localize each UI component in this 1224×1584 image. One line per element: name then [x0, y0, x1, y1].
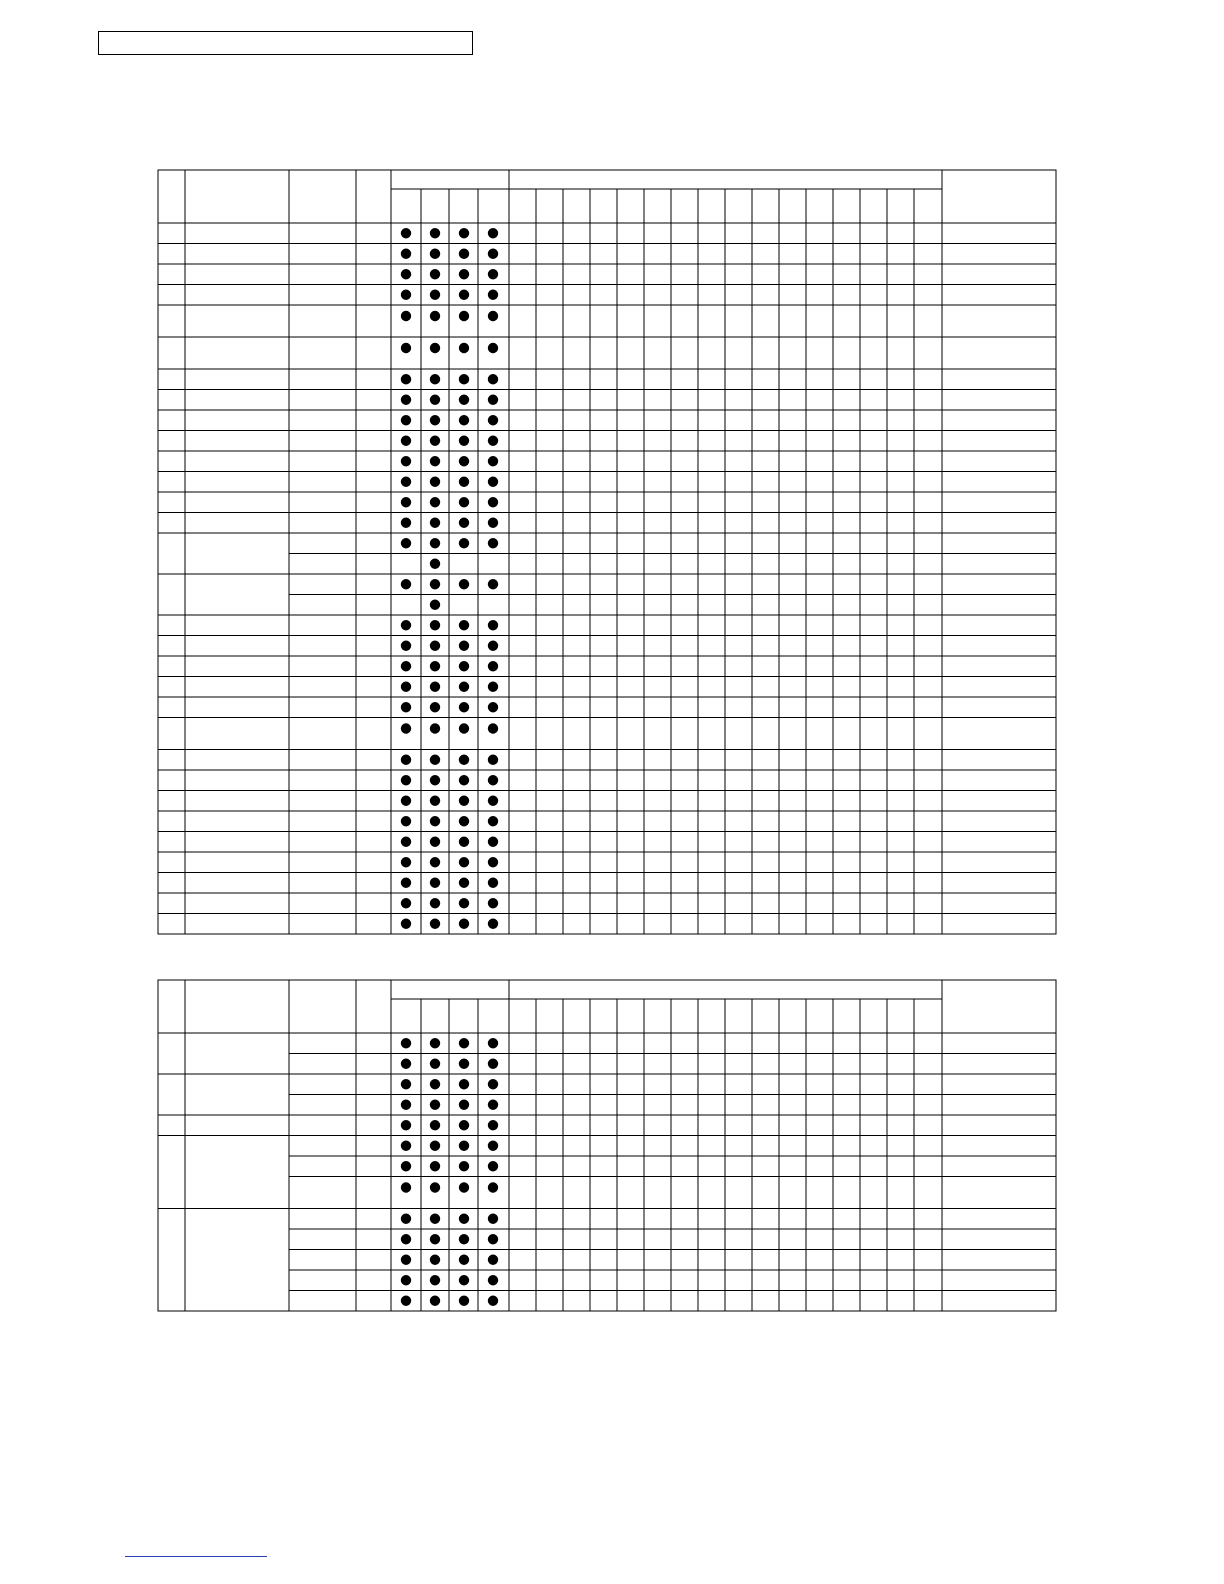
compatibility-dot: [401, 775, 411, 785]
compatibility-dot: [401, 1161, 411, 1171]
compatibility-dot: [459, 857, 469, 867]
footer-link-underline[interactable]: [125, 1556, 267, 1557]
compatibility-dot: [401, 641, 411, 651]
compatibility-dot: [430, 1234, 440, 1244]
compatibility-dot: [430, 702, 440, 712]
compatibility-dot: [430, 311, 440, 321]
compatibility-dot: [401, 1141, 411, 1151]
compatibility-dot: [430, 1141, 440, 1151]
compatibility-dot: [401, 857, 411, 867]
compatibility-dot: [430, 600, 440, 610]
compatibility-dot: [459, 436, 469, 446]
compatibility-dot: [488, 1141, 498, 1151]
compatibility-dot: [401, 343, 411, 353]
compatibility-dot: [430, 1182, 440, 1192]
compatibility-dot: [459, 1214, 469, 1224]
compatibility-dot: [488, 249, 498, 259]
compatibility-dot: [488, 898, 498, 908]
compatibility-dot: [401, 878, 411, 888]
compatibility-dot: [401, 1275, 411, 1285]
compatibility-dot: [430, 898, 440, 908]
compatibility-dot: [401, 702, 411, 712]
compatibility-dot: [401, 1100, 411, 1110]
compatibility-dot: [430, 374, 440, 384]
compatibility-dot: [401, 497, 411, 507]
compatibility-dot: [401, 269, 411, 279]
compatibility-dot: [430, 269, 440, 279]
compatibility-dot: [430, 682, 440, 692]
compatibility-dot: [488, 1275, 498, 1285]
compatibility-dot: [459, 1079, 469, 1089]
compatibility-dot: [488, 374, 498, 384]
compatibility-dot: [430, 497, 440, 507]
compatibility-dot: [430, 559, 440, 569]
compatibility-dot: [430, 538, 440, 548]
compatibility-dot: [430, 456, 440, 466]
compatibility-dot: [430, 228, 440, 238]
compatibility-dot: [401, 816, 411, 826]
compatibility-dot: [488, 796, 498, 806]
compatibility-dot: [488, 395, 498, 405]
compatibility-dot: [459, 518, 469, 528]
compatibility-dot: [459, 497, 469, 507]
compatibility-dot: [488, 497, 498, 507]
compatibility-dot: [401, 919, 411, 929]
compatibility-dot: [401, 290, 411, 300]
compatibility-dot: [401, 620, 411, 630]
compatibility-dot: [488, 775, 498, 785]
compatibility-dot: [459, 755, 469, 765]
compatibility-dot: [459, 816, 469, 826]
compatibility-dot: [430, 1255, 440, 1265]
compatibility-dot: [459, 1161, 469, 1171]
compatibility-dot: [459, 249, 469, 259]
table-row: [430, 559, 440, 569]
compatibility-dot: [401, 395, 411, 405]
compatibility-dot: [430, 755, 440, 765]
compatibility-dot: [430, 436, 440, 446]
compatibility-dot: [401, 723, 411, 733]
compatibility-dot: [488, 1161, 498, 1171]
compatibility-dot: [459, 878, 469, 888]
compatibility-dot: [430, 1161, 440, 1171]
compatibility-dot: [459, 374, 469, 384]
compatibility-dot: [430, 518, 440, 528]
compatibility-dot: [430, 857, 440, 867]
compatibility-dot: [430, 1275, 440, 1285]
compatibility-dot: [430, 579, 440, 589]
compatibility-dot: [459, 579, 469, 589]
compatibility-dot: [459, 343, 469, 353]
compatibility-dot: [459, 269, 469, 279]
compatibility-dot: [401, 1120, 411, 1130]
compatibility-dot: [459, 641, 469, 651]
compatibility-dot: [430, 878, 440, 888]
compatibility-dot: [401, 796, 411, 806]
compatibility-dot: [430, 249, 440, 259]
compatibility-dot: [459, 290, 469, 300]
compatibility-dot: [488, 682, 498, 692]
compatibility-dot: [401, 1296, 411, 1306]
compatibility-dot: [488, 518, 498, 528]
compatibility-dot: [459, 1275, 469, 1285]
compatibility-dot: [459, 1038, 469, 1048]
compatibility-dot: [430, 723, 440, 733]
compatibility-dot: [459, 538, 469, 548]
compatibility-dot: [430, 1079, 440, 1089]
compatibility-dot: [401, 538, 411, 548]
compatibility-dot: [459, 1100, 469, 1110]
compatibility-dot: [488, 723, 498, 733]
compatibility-dot: [459, 1141, 469, 1151]
table-row: [430, 600, 440, 610]
compatibility-dot: [459, 1120, 469, 1130]
compatibility-dot: [488, 436, 498, 446]
compatibility-dot: [401, 1214, 411, 1224]
compatibility-dot: [401, 415, 411, 425]
compatibility-dot: [430, 477, 440, 487]
compatibility-dot: [488, 477, 498, 487]
compatibility-dot: [488, 837, 498, 847]
compatibility-dot: [401, 1255, 411, 1265]
compatibility-dot: [488, 456, 498, 466]
compatibility-dot: [401, 837, 411, 847]
compatibility-dot: [401, 682, 411, 692]
compatibility-dot: [488, 290, 498, 300]
compatibility-dot: [401, 661, 411, 671]
compatibility-dot: [459, 1255, 469, 1265]
compatibility-dot: [430, 796, 440, 806]
compatibility-dot: [459, 477, 469, 487]
compatibility-dot: [401, 579, 411, 589]
compatibility-dot: [459, 395, 469, 405]
compatibility-dot: [488, 269, 498, 279]
compatibility-dot: [488, 1296, 498, 1306]
compatibility-dot: [459, 723, 469, 733]
compatibility-dot: [459, 228, 469, 238]
compatibility-dot: [430, 1038, 440, 1048]
compatibility-dot: [488, 1120, 498, 1130]
compatibility-dot: [459, 311, 469, 321]
compatibility-dot: [401, 374, 411, 384]
compatibility-dot: [401, 898, 411, 908]
compatibility-dot: [488, 1038, 498, 1048]
compatibility-dot: [430, 415, 440, 425]
compatibility-dot: [401, 228, 411, 238]
compatibility-dot: [401, 436, 411, 446]
compatibility-dot: [401, 311, 411, 321]
compatibility-dot: [488, 415, 498, 425]
compatibility-dot: [488, 1059, 498, 1069]
compatibility-dot: [401, 249, 411, 259]
compatibility-dot: [430, 919, 440, 929]
compatibility-dot: [430, 395, 440, 405]
compatibility-dot: [488, 1255, 498, 1265]
compatibility-dot: [488, 311, 498, 321]
compatibility-dot: [401, 755, 411, 765]
compatibility-dot: [459, 898, 469, 908]
compatibility-dot: [459, 620, 469, 630]
compatibility-dot: [430, 1059, 440, 1069]
compatibility-dot: [488, 1214, 498, 1224]
compatibility-dot: [459, 702, 469, 712]
compatibility-dot: [488, 1100, 498, 1110]
compatibility-dot: [459, 837, 469, 847]
compatibility-table-2: [158, 980, 1056, 1311]
compatibility-dot: [430, 1100, 440, 1110]
compatibility-dot: [459, 919, 469, 929]
compatibility-dot: [459, 1059, 469, 1069]
compatibility-dot: [430, 775, 440, 785]
compatibility-dot: [459, 415, 469, 425]
compatibility-dot: [488, 878, 498, 888]
compatibility-dot: [401, 456, 411, 466]
compatibility-dot: [488, 1234, 498, 1244]
compatibility-dot: [459, 682, 469, 692]
compatibility-dot: [430, 343, 440, 353]
compatibility-dot: [488, 919, 498, 929]
compatibility-dot: [488, 1079, 498, 1089]
compatibility-dot: [488, 755, 498, 765]
compatibility-dot: [488, 343, 498, 353]
compatibility-dot: [488, 641, 498, 651]
compatibility-dot: [430, 1214, 440, 1224]
compatibility-dot: [401, 1182, 411, 1192]
compatibility-dot: [401, 1038, 411, 1048]
compatibility-dot: [459, 1182, 469, 1192]
table-frame: [158, 980, 1056, 1311]
compatibility-dot: [430, 290, 440, 300]
compatibility-dot: [488, 538, 498, 548]
compatibility-dot: [430, 620, 440, 630]
compatibility-dot: [430, 661, 440, 671]
compatibility-dot: [488, 702, 498, 712]
compatibility-dot: [459, 775, 469, 785]
compatibility-dot: [430, 837, 440, 847]
compatibility-dot: [459, 1296, 469, 1306]
compatibility-dot: [488, 579, 498, 589]
compatibility-dot: [488, 1182, 498, 1192]
compatibility-dot: [430, 1296, 440, 1306]
compatibility-dot: [459, 1234, 469, 1244]
compatibility-dot: [401, 1234, 411, 1244]
compatibility-dot: [459, 661, 469, 671]
compatibility-dot: [401, 1059, 411, 1069]
compatibility-dot: [488, 816, 498, 826]
compatibility-dot: [401, 518, 411, 528]
compatibility-dot: [401, 477, 411, 487]
compatibility-dot: [459, 456, 469, 466]
compatibility-dot: [488, 228, 498, 238]
compatibility-dot: [459, 796, 469, 806]
compatibility-dot: [430, 816, 440, 826]
compatibility-dot: [430, 641, 440, 651]
compatibility-dot: [488, 661, 498, 671]
compatibility-dot: [488, 857, 498, 867]
compatibility-dot: [488, 620, 498, 630]
compatibility-dot: [401, 1079, 411, 1089]
compatibility-table-1: [158, 170, 1056, 934]
compatibility-dot: [430, 1120, 440, 1130]
